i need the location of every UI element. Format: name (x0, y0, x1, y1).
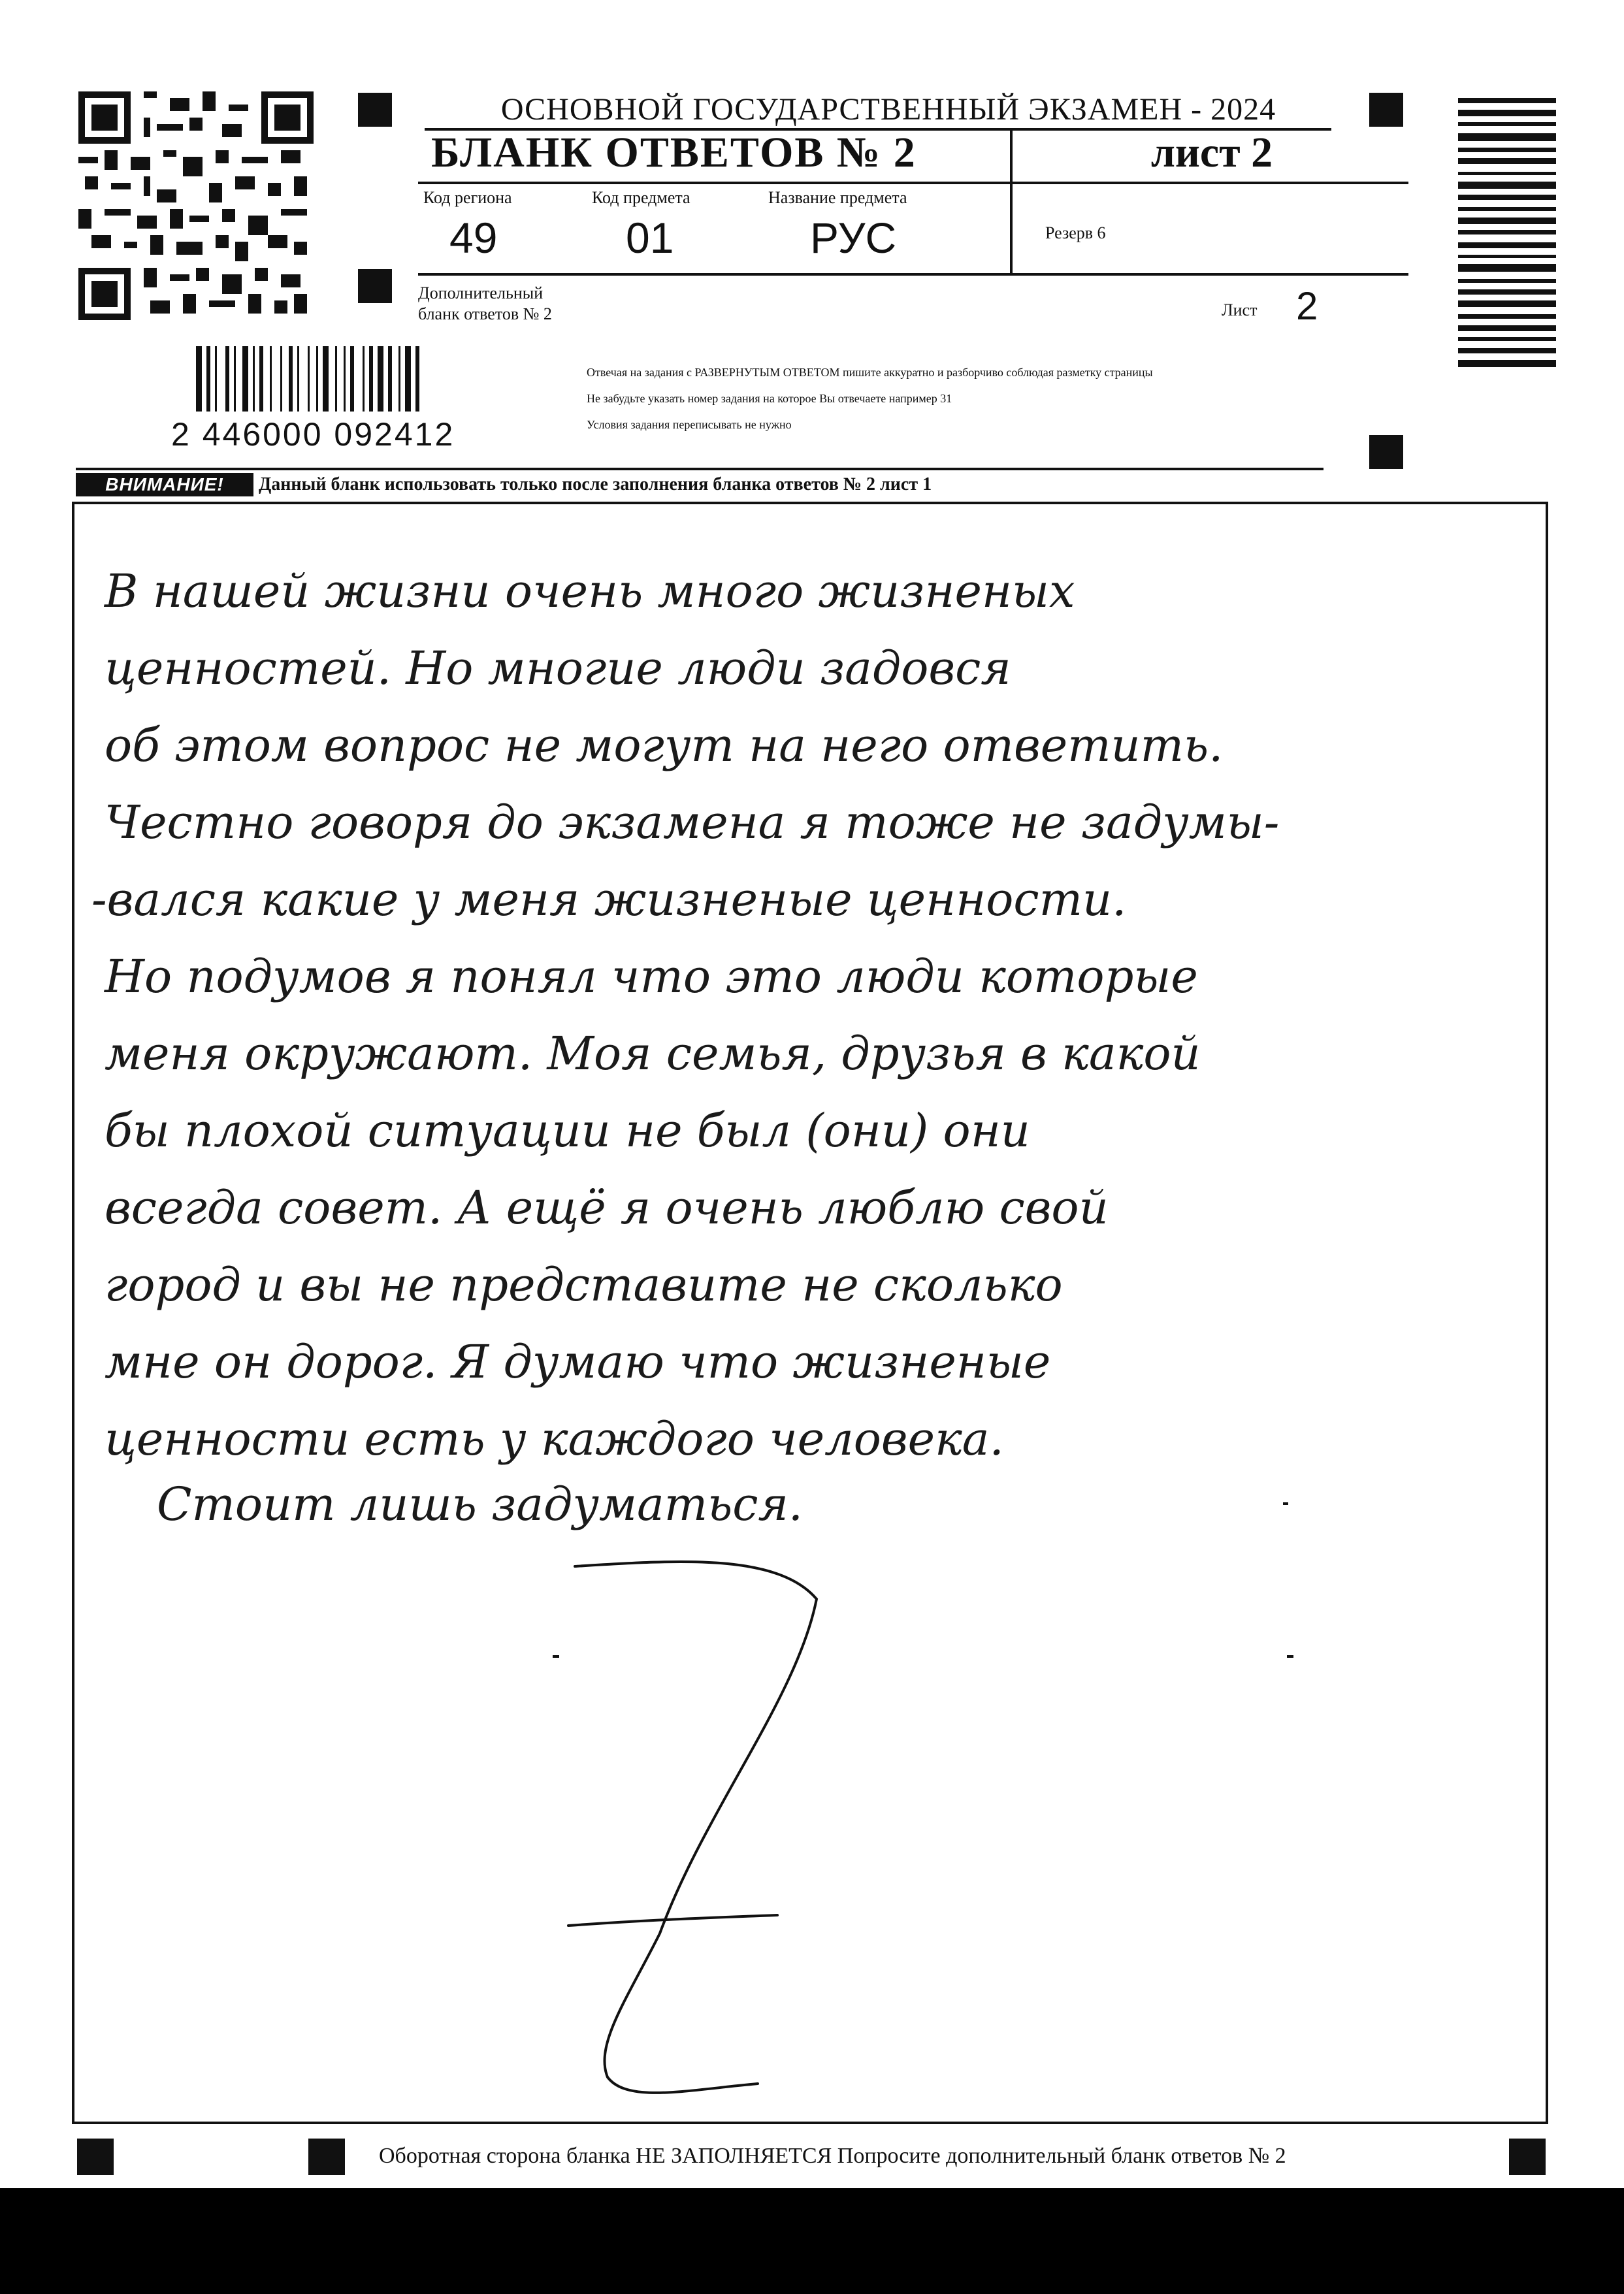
region-label: Код региона (423, 188, 512, 207)
answer-line: -вался какие у меня жизненые ценности. (91, 873, 1127, 926)
reserve-label: Резерв 6 (1045, 223, 1106, 242)
sheet-value: 2 (1296, 284, 1318, 328)
answer-line: ценностей. Но многие люди задовся (105, 641, 1011, 695)
answer-line: об этом вопрос не могут на него ответить. (105, 719, 1224, 772)
answer-line: Но подумов я понял что это люди которые (105, 950, 1198, 1003)
subject-code-label: Код предмета (592, 188, 690, 207)
subject-name-value: РУС (810, 214, 897, 262)
additional-blank-label: Дополнительный (418, 283, 544, 302)
registration-mark (308, 2139, 345, 2175)
answer-line: В нашей жизни очень много жизненых (105, 564, 1075, 618)
instruction-line: Отвечая на задания с РАЗВЕРНУТЫМ ОТВЕТОМ пишите аккуратно и разборчиво соблюдая разметку страницы (587, 366, 1153, 379)
instruction-line: Не забудьте указать номер задания на которое Вы отвечаете например 31 (587, 392, 952, 405)
blank-title: БЛАНК ОТВЕТОВ № 2 (431, 129, 917, 176)
additional-blank-label: бланк ответов № 2 (418, 304, 552, 323)
answer-line: мне он дорог. Я думаю что жизненые (105, 1335, 1051, 1389)
barcode-number: 2 446000 092412 (171, 416, 455, 453)
sheet-label: Лист (1222, 300, 1258, 319)
answer-line: Стоит лишь задуматься. (157, 1478, 804, 1531)
warning-text: Данный бланк использовать только после заполнения бланка ответов № 2 лист 1 (259, 474, 932, 494)
answer-line: всегда совет. А ещё я очень люблю свой (105, 1181, 1109, 1235)
answer-line: бы плохой ситуации не был (они) они (105, 1104, 1030, 1157)
footer-note: Оборотная сторона бланка НЕ ЗАПОЛНЯЕТСЯ Попросите дополнительный бланк ответов № 2 (379, 2144, 1286, 2168)
warning-badge: ВНИМАНИЕ! (76, 473, 253, 496)
subject-code-value: 01 (626, 214, 674, 262)
sheet-title: лист 2 (1150, 129, 1273, 176)
exam-title: ОСНОВНОЙ ГОСУДАРСТВЕННЫЙ ЭКЗАМЕН - 2024 (500, 92, 1276, 127)
region-value: 49 (449, 214, 498, 262)
answer-line: меня окружают. Моя семья, друзья в какой (105, 1027, 1201, 1080)
subject-name-label: Название предмета (768, 188, 907, 207)
answer-line: ценности есть у каждого человека. (105, 1412, 1004, 1466)
answer-line: город и вы не представите не сколько (105, 1258, 1063, 1312)
registration-mark (1509, 2139, 1546, 2175)
instruction-line: Условия задания переписывать не нужно (587, 418, 792, 431)
bottom-border-bar (0, 2188, 1624, 2294)
answer-line: Честно говоря до экзамена я тоже не задумы- (105, 796, 1280, 849)
registration-mark (77, 2139, 114, 2175)
